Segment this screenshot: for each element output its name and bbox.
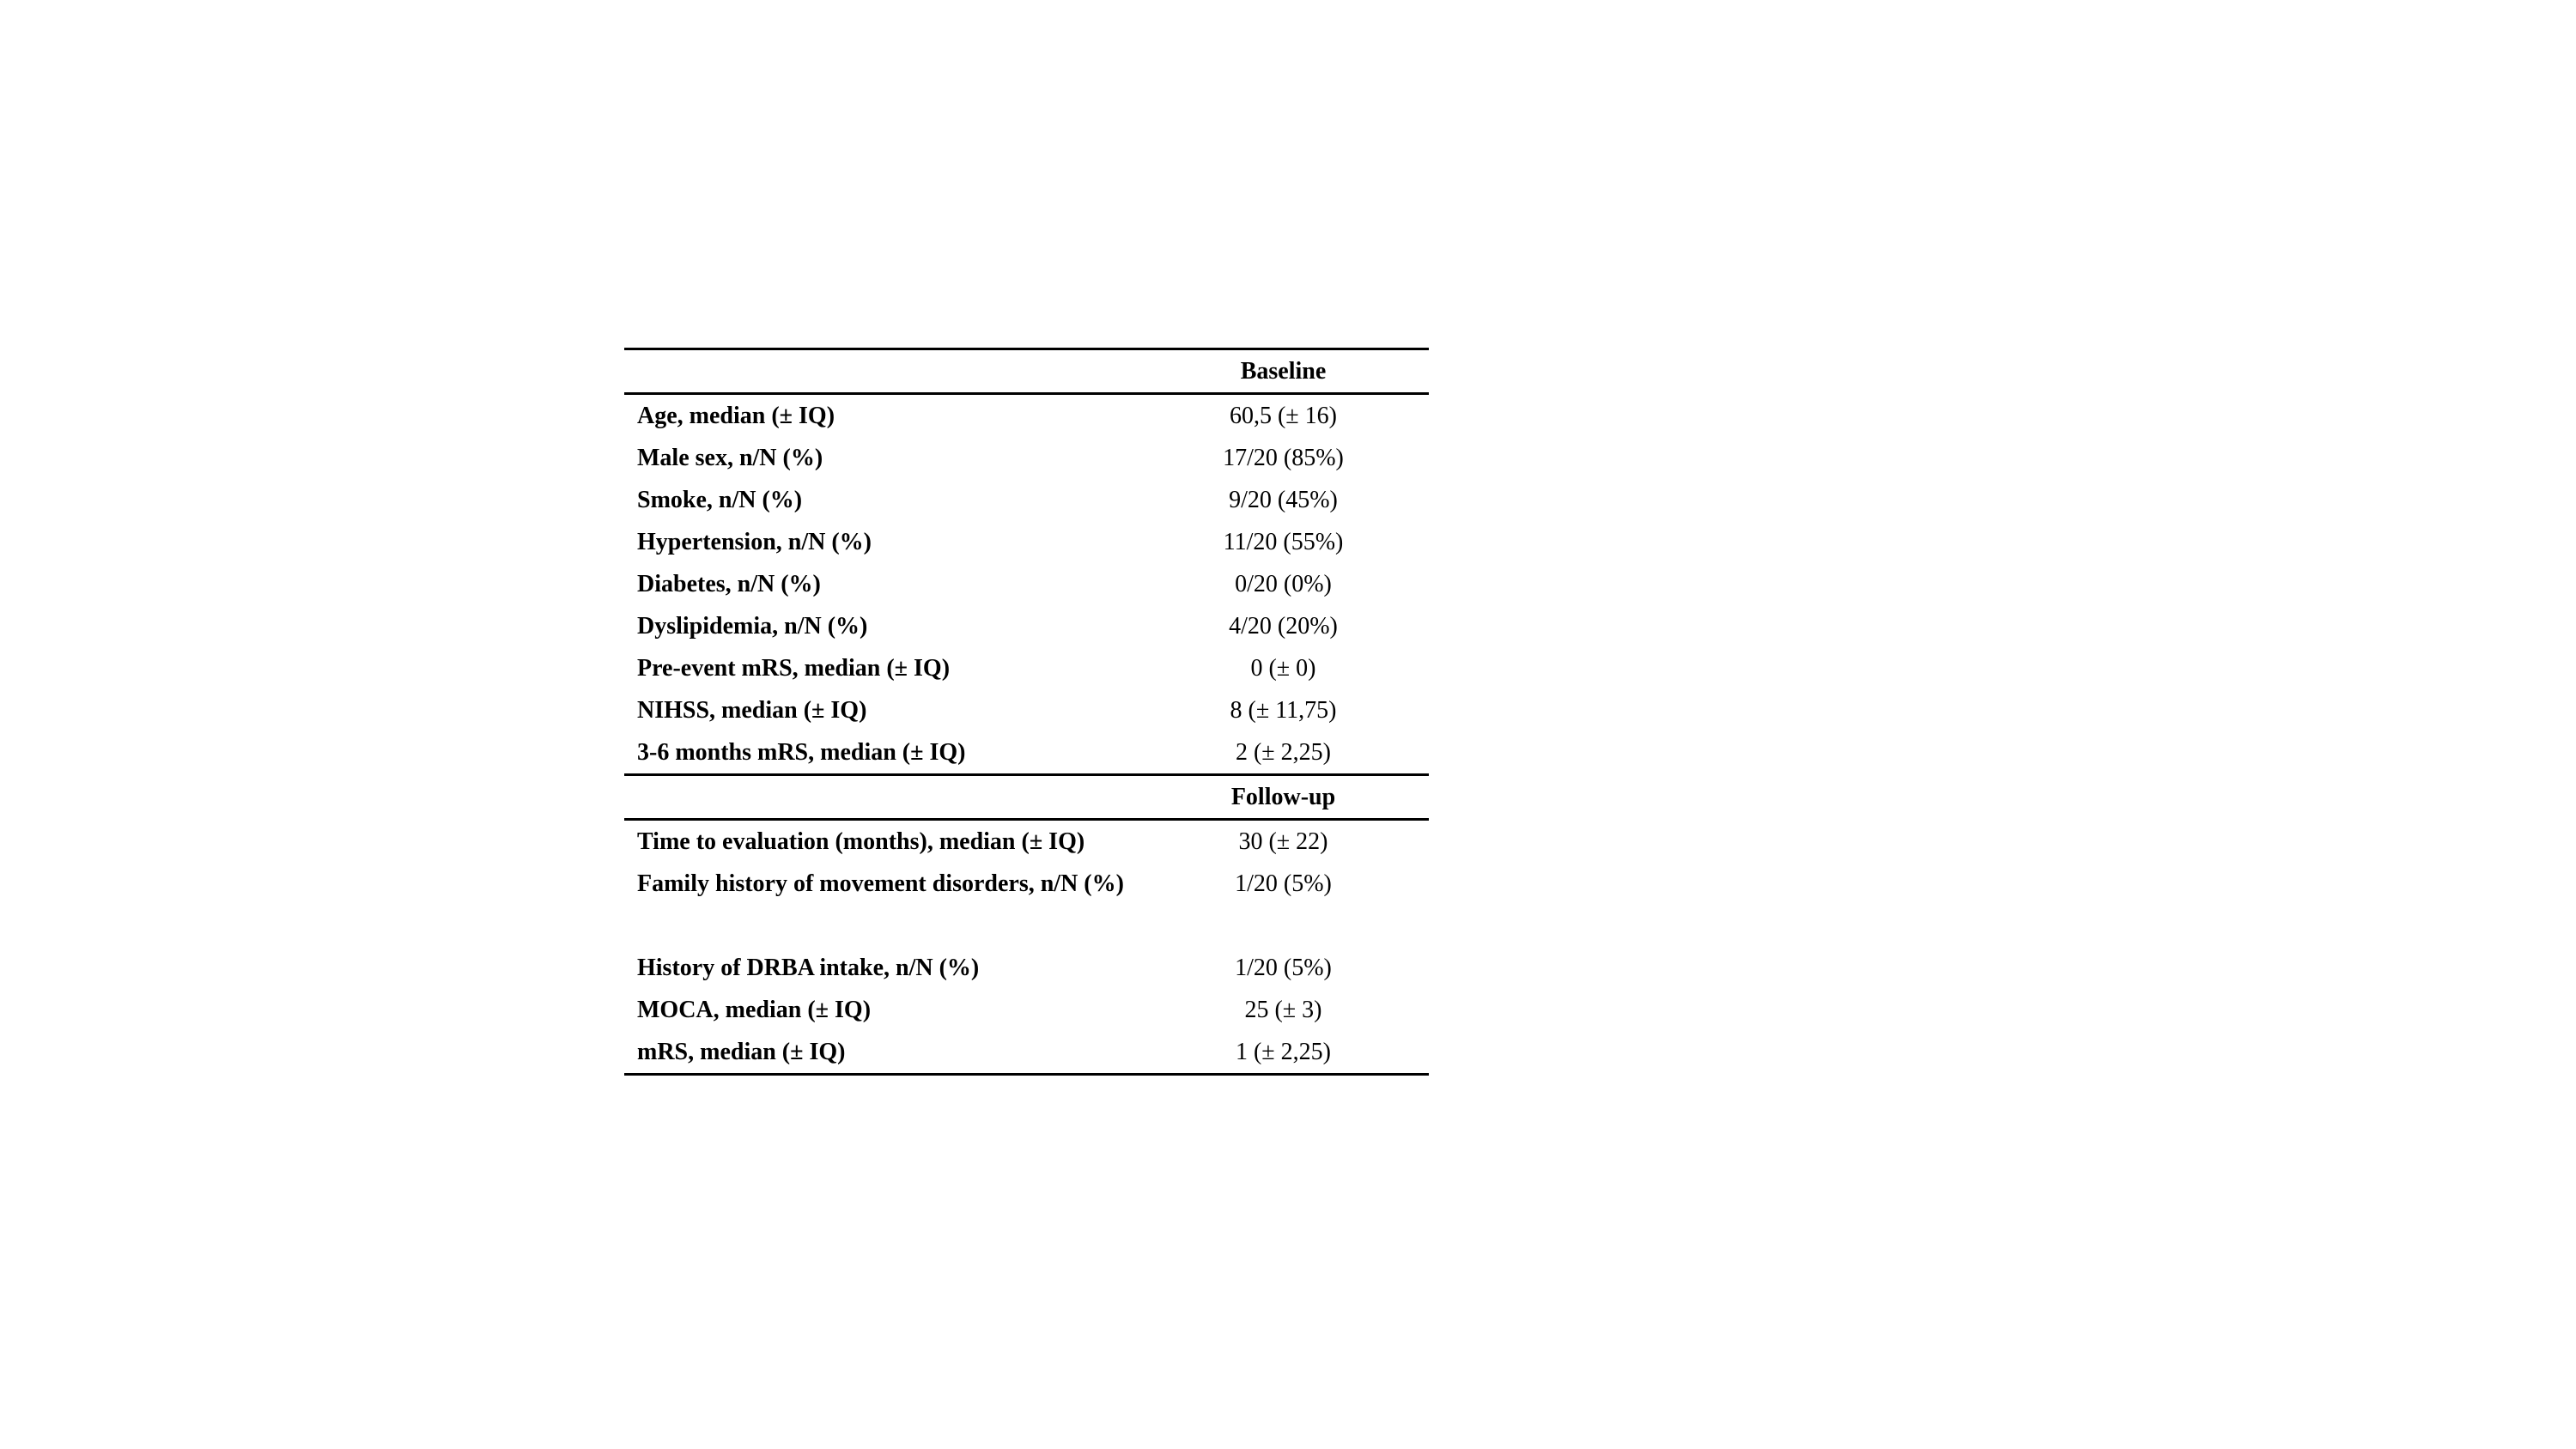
row-value: 25 (± 3): [1244, 997, 1322, 1023]
table-row: [624, 863, 1429, 947]
table-row: [624, 437, 1429, 479]
table-row: [624, 521, 1429, 563]
row-value: 60,5 (± 16): [1229, 403, 1337, 429]
row-value: 1 (± 2,25): [1235, 1039, 1331, 1065]
row-value: 4/20 (20%): [1229, 613, 1338, 640]
row-label: Time to evaluation (months), median (± IQ): [637, 828, 1085, 855]
table-row: [624, 394, 1429, 438]
row-value: 0 (± 0): [1250, 655, 1316, 682]
header-empty-cell: [624, 775, 1138, 820]
header-empty-cell: [624, 349, 1138, 394]
row-value: 11/20 (55%): [1223, 529, 1344, 555]
row-label: Hypertension, n/N (%): [637, 529, 872, 555]
row-value: 9/20 (45%): [1229, 487, 1338, 513]
row-label: Pre-event mRS, median (± IQ): [637, 655, 951, 682]
row-label: Age, median (± IQ): [637, 403, 835, 429]
row-label: Male sex, n/N (%): [637, 445, 823, 471]
table-row: [624, 605, 1429, 647]
table-row: [624, 989, 1429, 1031]
row-label: MOCA, median (± IQ): [637, 997, 872, 1023]
row-value: 1/20 (5%): [1235, 870, 1332, 897]
row-label: Diabetes, n/N (%): [637, 571, 821, 597]
baseline-header: Baseline: [1138, 349, 1429, 394]
row-value: 0/20 (0%): [1235, 571, 1332, 597]
table-row: [624, 1031, 1429, 1075]
row-label: 3-6 months mRS, median (± IQ): [637, 739, 966, 766]
row-value: 17/20 (85%): [1223, 445, 1344, 471]
row-value: 2 (± 2,25): [1235, 739, 1331, 766]
row-value: 30 (± 22): [1238, 828, 1328, 855]
row-label: mRS, median (± IQ): [637, 1039, 846, 1065]
row-label: Dyslipidemia, n/N (%): [637, 613, 868, 640]
table-row: [624, 563, 1429, 605]
table-row: [624, 689, 1429, 731]
table-row: [624, 479, 1429, 521]
clinical-characteristics-table: [624, 348, 1429, 1076]
table-row: [624, 820, 1429, 864]
row-value: 1/20 (5%): [1235, 955, 1332, 981]
row-label: NIHSS, median (± IQ): [637, 697, 867, 724]
table-row: [624, 731, 1429, 775]
baseline-header-row: [624, 349, 1429, 394]
followup-header: Follow-up: [1138, 775, 1429, 820]
row-label: History of DRBA intake, n/N (%): [637, 955, 980, 981]
table-row: [624, 947, 1429, 989]
row-value: 8 (± 11,75): [1230, 697, 1337, 724]
table-row: [624, 647, 1429, 689]
row-label: Smoke, n/N (%): [637, 487, 803, 513]
row-label: Family history of movement disorders, n/N (%): [637, 870, 1124, 897]
followup-header-row: [624, 775, 1429, 820]
